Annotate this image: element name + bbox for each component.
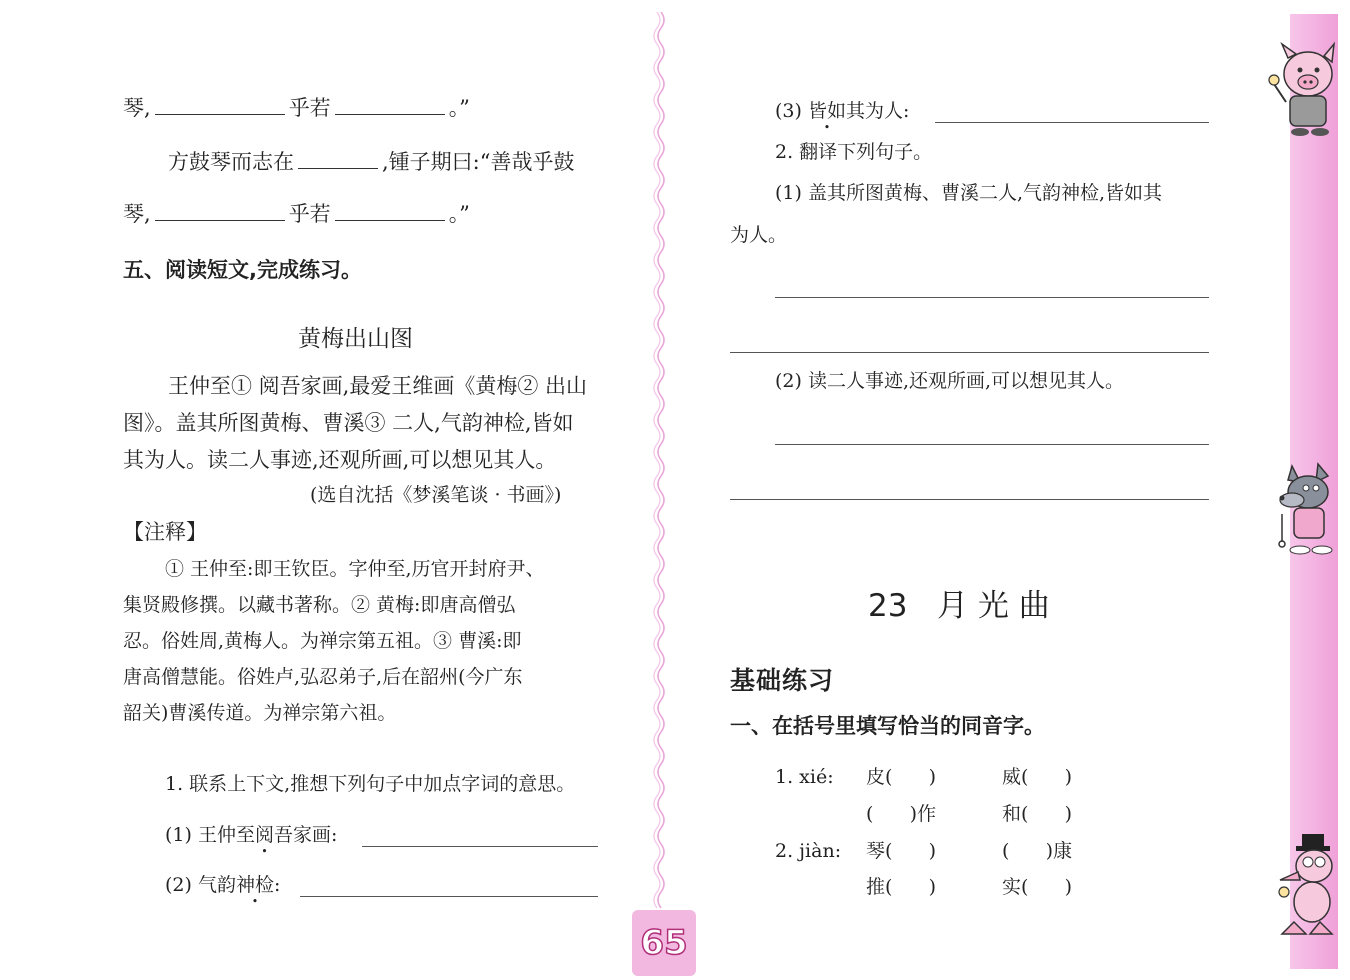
- section5-heading: 五、阅读短文,完成练习。: [123, 258, 362, 282]
- answer-blank[interactable]: [155, 98, 285, 115]
- row1-item-b[interactable]: 威( ): [1002, 766, 1073, 788]
- answer-line[interactable]: [775, 297, 1209, 298]
- question-2-1-line-1: (1) 盖其所图黄梅、曹溪二人,气韵神检,皆如其: [775, 182, 1163, 204]
- question-1-3: (3) 皆如其为人:: [775, 100, 910, 122]
- question-2-2: (2) 读二人事迹,还观所画,可以想见其人。: [775, 370, 1125, 392]
- answer-line[interactable]: [300, 896, 598, 897]
- answer-blank[interactable]: [155, 204, 285, 221]
- passage-line-2: 图》。盖其所图黄梅、曹溪③ 二人,气韵神检,皆如: [123, 411, 574, 435]
- answer-line[interactable]: [730, 352, 1209, 353]
- page-number-badge: [632, 910, 696, 976]
- passage-line-3: 其为人。读二人事迹,还观所画,可以想见其人。: [123, 448, 557, 472]
- note-line-3: 忍。俗姓周,黄梅人。为禅宗第五祖。③ 曹溪:即: [123, 630, 522, 652]
- duck-mascot-icon: [1272, 830, 1346, 940]
- passage-source: (选自沈括《梦溪笔谈 · 书画》): [310, 484, 562, 506]
- question-2-1-line-2: 为人。: [730, 224, 788, 246]
- passage-title: 黄梅出山图: [298, 326, 413, 352]
- answer-line[interactable]: [775, 444, 1209, 445]
- question-1-1: (1) 王仲至阅吾家画:: [165, 824, 338, 846]
- answer-blank[interactable]: [298, 152, 378, 169]
- row1-label: 1. xié:: [775, 766, 834, 788]
- poem-line-1: 琴, 乎若 。”: [123, 96, 470, 120]
- row2-item-b[interactable]: 和( ): [1002, 803, 1073, 825]
- notes-heading: 【注释】: [123, 520, 207, 544]
- basic-practice-heading: 基础练习: [730, 666, 835, 695]
- question-1: 1. 联系上下文,推想下列句子中加点字词的意思。: [165, 773, 576, 795]
- row4-item-b[interactable]: 实( ): [1002, 876, 1073, 898]
- row4-item-a[interactable]: 推( ): [866, 876, 937, 898]
- answer-blank[interactable]: [335, 98, 445, 115]
- note-line-2: 集贤殿修撰。以藏书著称。② 黄梅:即唐高僧弘: [123, 594, 516, 616]
- page-number: 65: [640, 923, 688, 963]
- answer-line[interactable]: [935, 122, 1209, 123]
- note-line-5: 韶关)曹溪传道。为禅宗第六祖。: [123, 702, 397, 724]
- section1-heading: 一、在括号里填写恰当的同音字。: [730, 714, 1045, 738]
- answer-line[interactable]: [362, 846, 598, 847]
- pig-mascot-icon: [1262, 36, 1342, 136]
- row2-item-a[interactable]: ( )作: [866, 803, 937, 825]
- answer-line[interactable]: [730, 499, 1209, 500]
- row3-item-a[interactable]: 琴( ): [866, 840, 937, 862]
- row3-item-b[interactable]: ( )康: [1002, 840, 1073, 862]
- note-line-4: 唐高僧慧能。俗姓卢,弘忍弟子,后在韶州(今广东: [123, 666, 523, 688]
- row1-item-a[interactable]: 皮( ): [866, 766, 937, 788]
- note-line-1: ① 王仲至:即王钦臣。字仲至,历官开封府尹、: [165, 558, 545, 580]
- wolf-mascot-icon: [1270, 458, 1342, 558]
- question-1-2: (2) 气韵神检:: [165, 874, 281, 896]
- row3-label: 2. jiàn:: [775, 840, 842, 862]
- poem-line-3: 琴, 乎若 。”: [123, 202, 470, 226]
- question-2: 2. 翻译下列句子。: [775, 141, 933, 163]
- passage-line-1: 王仲至① 阅吾家画,最爱王维画《黄梅② 出山: [168, 374, 588, 398]
- lesson-title: 23 月 光 曲: [868, 588, 1050, 624]
- answer-blank[interactable]: [335, 204, 445, 221]
- page-divider: [648, 12, 674, 912]
- poem-line-2: 方鼓琴而志在 ,锺子期曰:“善哉乎鼓: [168, 150, 575, 174]
